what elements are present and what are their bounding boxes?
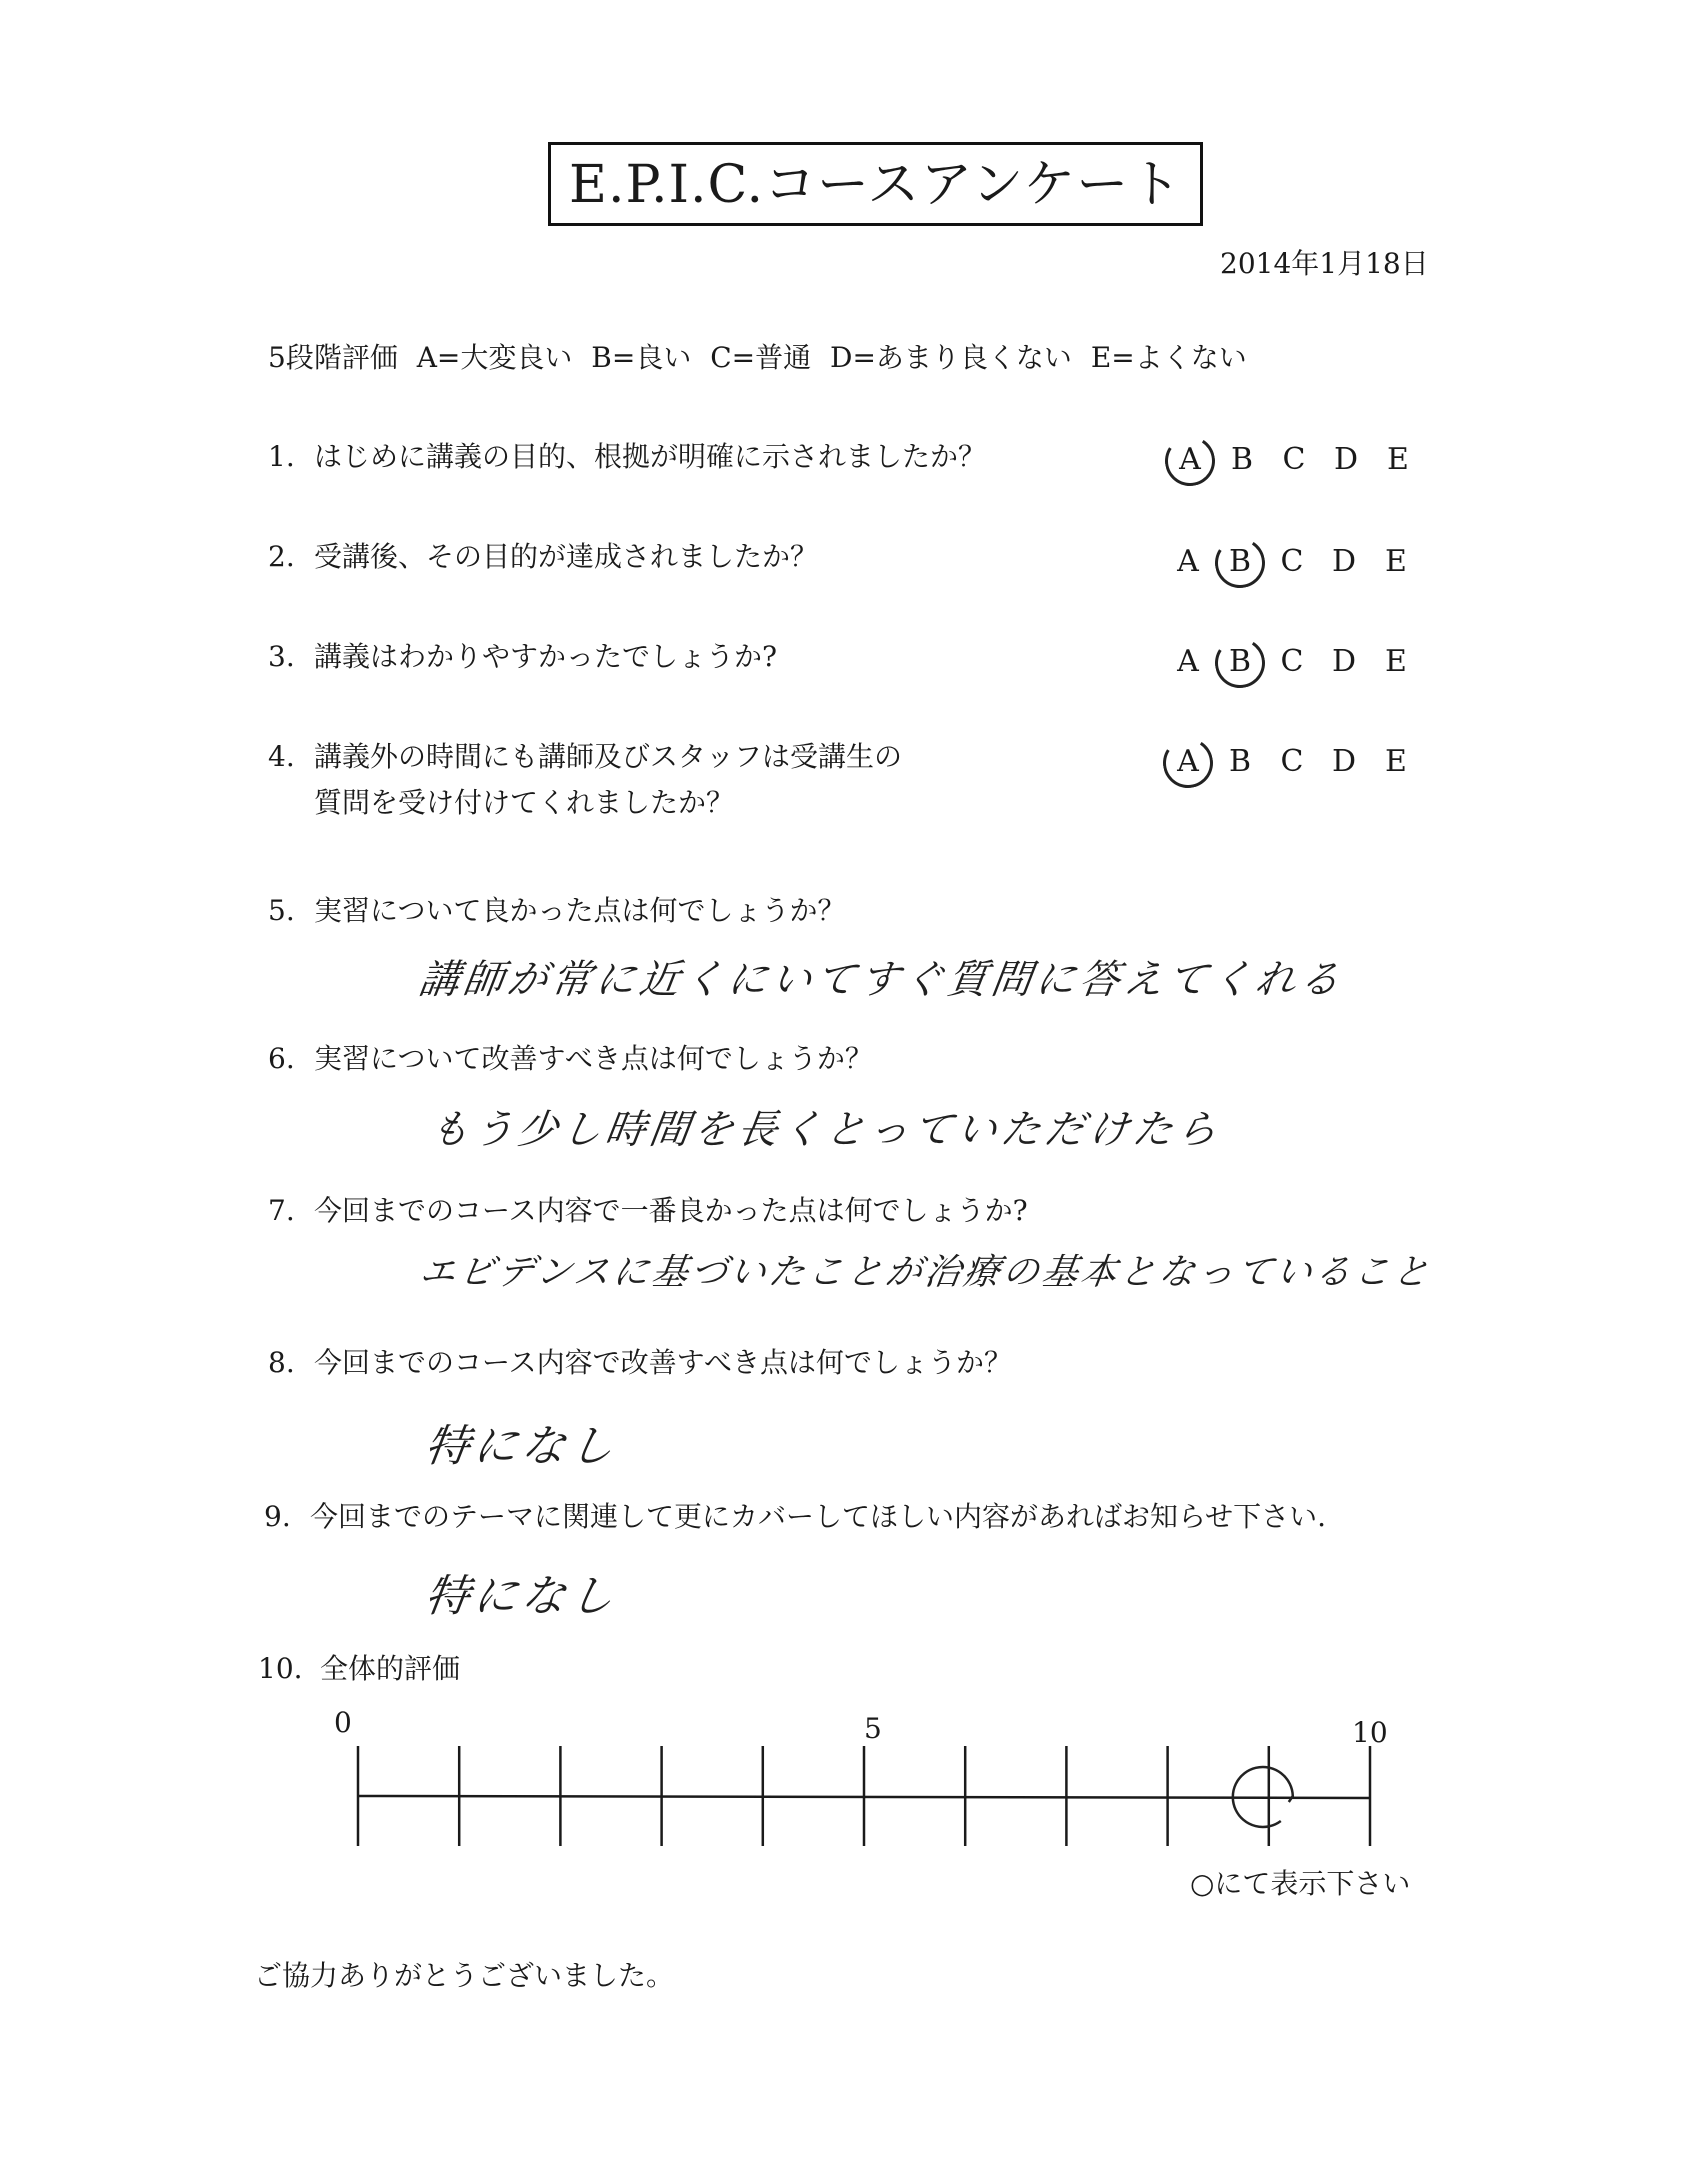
- selection-circle: [1158, 733, 1217, 792]
- scale-label-min: 0: [334, 1706, 352, 1739]
- question-8: [268, 1340, 1012, 1386]
- question-number: 4.: [268, 740, 295, 773]
- survey-date: 2014年1月18日: [1220, 247, 1429, 280]
- handwritten-answer-5: 講師が常に近くにいてすぐ質問に答えてくれる: [416, 957, 1347, 1003]
- question-text: はじめに講義の目的、根拠が明確に示されましたか？: [314, 440, 987, 473]
- choice-e[interactable]: E: [1385, 544, 1407, 579]
- question-text: 受講後、その目的が達成されましたか？: [314, 540, 819, 573]
- question-2: [268, 534, 818, 580]
- rating-legend: 5段階評価 A=大変良い B=良い C=普通 D=あまり良くない E=よくない: [268, 341, 1247, 374]
- question-number: 8.: [268, 1346, 295, 1379]
- question-number: 1.: [268, 440, 295, 473]
- question-9: [264, 1494, 1326, 1540]
- choice-c[interactable]: C: [1280, 644, 1304, 679]
- handwritten-answer-9: 特になし: [421, 1571, 621, 1622]
- choice-a[interactable]: A: [1168, 744, 1208, 779]
- question-number: 10.: [258, 1652, 303, 1685]
- selection-circle: [1160, 431, 1219, 490]
- question-text: 実習について改善すべき点は何でしょうか？: [314, 1042, 873, 1075]
- handwritten-answer-8: 特になし: [421, 1421, 621, 1472]
- choices-q4: [1168, 744, 1428, 784]
- question-number: 2.: [268, 540, 295, 573]
- choice-a[interactable]: A: [1177, 544, 1199, 579]
- rating-scale[interactable]: [340, 1736, 1380, 1856]
- question-7: [268, 1188, 1028, 1234]
- choice-b[interactable]: B: [1220, 544, 1260, 579]
- choice-b[interactable]: B: [1230, 442, 1254, 477]
- choice-e[interactable]: E: [1387, 442, 1409, 477]
- question-number: 9.: [264, 1500, 291, 1533]
- question-text: 全体的評価: [320, 1652, 461, 1685]
- question-5: [268, 888, 845, 934]
- handwritten-answer-7: エビデンスに基づいたことが治療の基本となっていること: [416, 1252, 1435, 1293]
- choice-c[interactable]: C: [1280, 744, 1304, 779]
- question-text: 講義はわかりやすかったでしょうか?: [314, 640, 778, 673]
- question-4: [268, 734, 902, 826]
- choice-b[interactable]: B: [1220, 644, 1260, 679]
- thank-you-message: ご協力ありがとうございました。: [254, 1959, 675, 1992]
- question-number: 3.: [268, 640, 295, 673]
- question-6: [268, 1036, 873, 1082]
- choices-q1: [1170, 442, 1430, 482]
- choice-a[interactable]: A: [1170, 442, 1210, 477]
- question-number: 6.: [268, 1042, 295, 1075]
- scale-label-mid: 5: [864, 1712, 882, 1745]
- choice-a[interactable]: A: [1177, 644, 1199, 679]
- question-text-line-2: 質問を受け付けてくれましたか？: [314, 786, 735, 819]
- choice-e[interactable]: E: [1385, 644, 1407, 679]
- choice-b[interactable]: B: [1228, 744, 1252, 779]
- question-text: 実習について良かった点は何でしょうか？: [314, 894, 846, 927]
- question-number: 5.: [268, 894, 295, 927]
- selection-circle: [1210, 633, 1269, 692]
- question-3: [268, 634, 777, 680]
- choice-c[interactable]: C: [1282, 442, 1306, 477]
- question-text: 今回までのコース内容で一番良かった点は何でしょうか?: [314, 1194, 1028, 1227]
- question-text: 今回までのテーマに関連して更にカバーしてほしい内容があればお知らせ下さい.: [310, 1500, 1327, 1533]
- choice-d[interactable]: D: [1333, 442, 1359, 477]
- question-1: [268, 434, 986, 480]
- question-text: 今回までのコース内容で改善すべき点は何でしょうか？: [314, 1346, 1013, 1379]
- question-text-line-1: 講義外の時間にも講師及びスタッフは受講生の: [314, 740, 903, 773]
- handwritten-answer-6: もう少し時間を長くとっていただけたら: [426, 1107, 1224, 1153]
- scale-instruction: ○にて表示下さい: [1190, 1867, 1411, 1900]
- choices-q3: [1168, 644, 1428, 684]
- choice-d[interactable]: D: [1331, 644, 1357, 679]
- choice-d[interactable]: D: [1331, 744, 1357, 779]
- choice-d[interactable]: D: [1331, 544, 1357, 579]
- scale-label-max: 10: [1352, 1716, 1388, 1749]
- choice-e[interactable]: E: [1385, 744, 1407, 779]
- question-10: [258, 1646, 460, 1692]
- question-number: 7.: [268, 1194, 295, 1227]
- choices-q2: [1168, 544, 1428, 584]
- selection-circle: [1210, 533, 1269, 592]
- survey-title: E.P.I.C.コースアンケート: [548, 142, 1203, 226]
- choice-c[interactable]: C: [1280, 544, 1304, 579]
